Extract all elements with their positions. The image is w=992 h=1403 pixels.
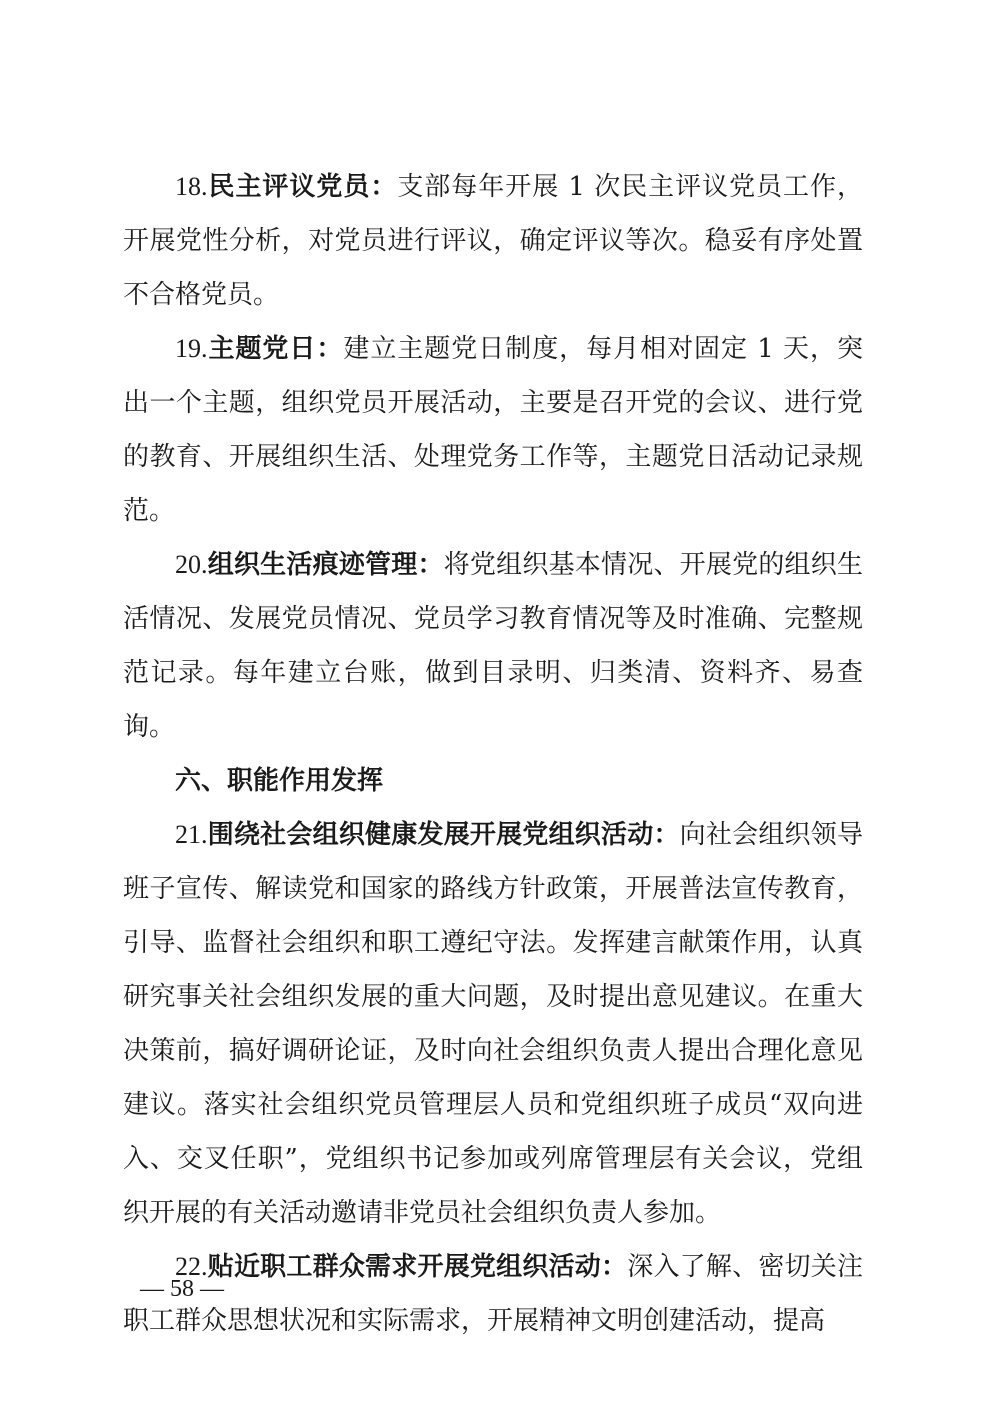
paragraph-19 <box>123 322 863 538</box>
paragraph-18 <box>123 160 863 322</box>
item-title: 民主评议党员： <box>207 172 398 202</box>
paragraph-20 <box>123 538 863 754</box>
paragraph-22 <box>123 1240 863 1348</box>
item-body: 将党组织基本情况、开展党的组织生活情况、发展党员情况、党员学习教育情况等及时准确、完整规范记录。每年建立台账，做到目录明、归类清、资料齐、易查询。 <box>123 550 863 742</box>
item-body: 深入了解、密切关注职工群众思想状况和实际需求，开展精神文明创建活动，提高 <box>123 1252 863 1336</box>
section-heading: 六、职能作用发挥 <box>175 766 384 796</box>
page-number: — 58 — <box>140 1276 224 1302</box>
item-number: 20. <box>175 550 208 579</box>
document-body <box>123 160 863 1348</box>
item-body: 建立主题党日制度，每月相对固定 1 天，突出一个主题，组织党员开展活动，主要是召开党的会议、进行党的教育、开展组织生活、处理党务工作等，主题党日活动记录规范。 <box>123 334 863 526</box>
item-number: 22. <box>175 1252 208 1281</box>
item-number: 18. <box>175 172 208 201</box>
item-title: 组织生活痕迹管理： <box>207 550 444 580</box>
item-number: 21. <box>175 820 208 849</box>
paragraph-21 <box>123 808 863 1240</box>
item-body: 支部每年开展 1 次民主评议党员工作，开展党性分析，对党员进行评议，确定评议等次。稳妥有序处置不合格党员。 <box>123 172 863 310</box>
item-title: 围绕社会组织健康发展开展党组织活动： <box>207 820 680 850</box>
item-title: 主题党日： <box>207 334 344 364</box>
item-body: 向社会组织领导班子宣传、解读党和国家的路线方针政策，开展普法宣传教育，引导、监督社会组织和职工遵纪守法。发挥建言献策作用，认真研究事关社会组织发展的重大问题，及时提出意见建议。在重大决策前，搞好调研论证，及时向社会组织负责人提出合理化意见建议。落实社会组织党员管理层人员和党组织班子成员“双向进入、交叉任职”，党组织书记参加或列席管理层有关会议，党组织开展的有关活动邀请非党员社会组织负责人参加。 <box>123 820 863 1228</box>
item-title: 贴近职工群众需求开展党组织活动： <box>207 1252 628 1282</box>
item-number: 19. <box>175 334 208 363</box>
